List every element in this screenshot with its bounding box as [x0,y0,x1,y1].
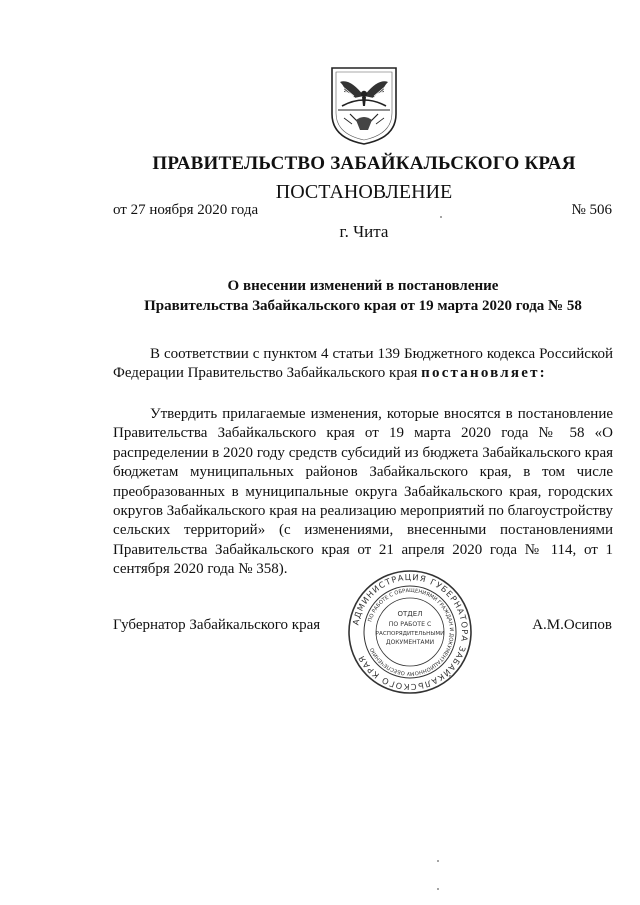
scan-speck [437,860,439,862]
document-date: от 27 ноября 2020 года [113,202,259,218]
signer-position: Губернатор Забайкальского края [113,617,321,633]
government-title: ПРАВИТЕЛЬСТВО ЗАБАЙКАЛЬСКОГО КРАЯ [152,153,576,174]
scan-speck [440,216,442,218]
stamp-center-line-4: ДОКУМЕНТАМИ [385,639,435,646]
stamp-center-line-2: ПО РАБОТЕ С [388,621,432,628]
preamble-text: В соответствии с пунктом 4 статьи 139 Бюджетного кодекса Российской Федерации Правительство Забайкальского края [113,346,613,382]
paragraph-preamble [113,345,613,384]
decree-word: постановляет: [421,365,547,382]
document-type: ПОСТАНОВЛЕНИЕ [275,181,453,203]
stamp-center-line-1: ОТДЕЛ [397,610,423,618]
stamp-outer-text: АДМИНИСТРАЦИЯ ГУБЕРНАТОРА ЗАБАЙКАЛЬСКОГО КРАЯ [350,571,471,693]
document-city: г. Чита [339,222,389,241]
subject-line-1: О внесении изменений в постановление [227,278,499,294]
paragraph-decision: Утвердить прилагаемые изменения, которые вносятся в постановление Правительства Забайкальского края от 19 марта 2020 года № 58 «О распределении в 2020 году средств субсидий из бюджета Забайкальского края бюджетам муниципальных районов Забайкальского края, в том числе преобразованных в муниципальные округа Забайкальского края, городских округов Забайкальского края на реализацию мероприятий по благоустройству сельских территорий» (с изменениями, внесенными постановлениями Правительства Забайкальского края от 21 апреля 2020 года № 114, от 1 сентября 2020 года № 358). [113,406,613,578]
stamp-center-line-3: РАСПОРЯДИТЕЛЬНЫМИ [375,631,445,637]
coat-of-arms-emblem [328,66,400,146]
signer-name: А.М.Осипов [532,617,612,633]
scan-speck [437,888,439,890]
stamp-inner-text: ПО РАБОТЕ С ОБРАЩЕНИЯМИ ГРАЖДАН И ДОКУМЕНТАЦИОННОМУ ОБЕСПЕЧЕНИЮ [367,587,455,677]
official-stamp [346,568,474,696]
subject-line-2: Правительства Забайкальского края от 19 марта 2020 года № 58 [144,298,582,314]
document-number: № 506 [571,202,612,218]
document-subject [113,276,613,316]
